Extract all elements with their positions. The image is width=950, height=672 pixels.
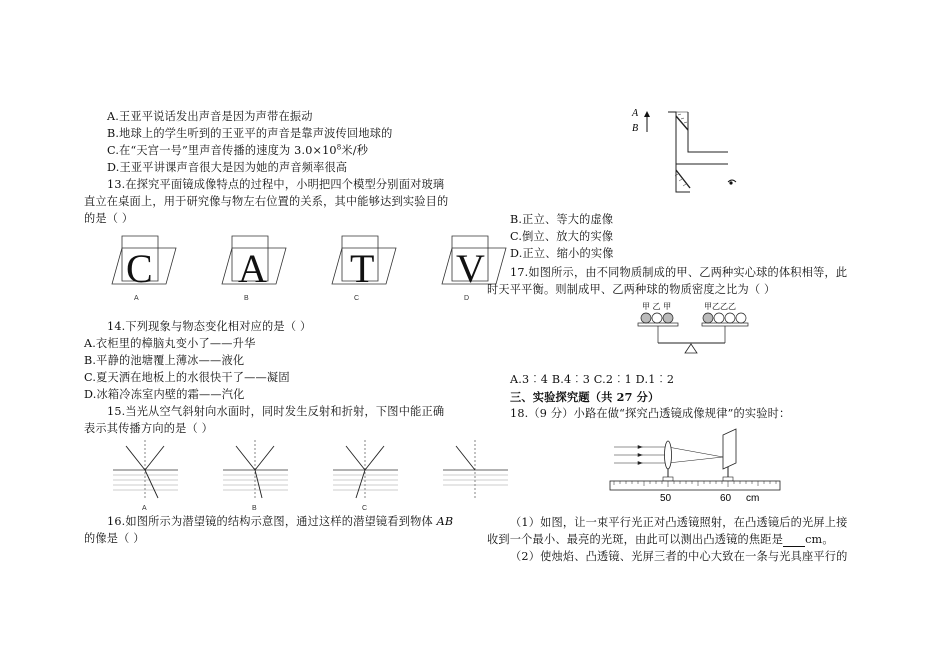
q13-stem-line-2: 直立在桌面上，用于研究像与物左右位置的关系，其中能够达到实验目的: [84, 195, 449, 208]
q13-letter-v: V: [456, 246, 485, 291]
q18-part1-line-2: [487, 533, 834, 547]
q17-left-labels: 甲 乙 甲: [642, 302, 672, 311]
q14-option-d: D.冰箱冷冻室内壁的霜——汽化: [84, 388, 245, 401]
q17-ball-jia-3: [703, 313, 713, 323]
q16-option-d: D.正立、缩小的实像: [510, 247, 614, 260]
eye-icon: [728, 180, 736, 185]
q16-arrow-head: [644, 111, 650, 117]
q18-unit-cm: cm: [746, 493, 760, 504]
q15-label-a: A: [142, 505, 147, 512]
q16-bottom-mirror: [676, 170, 690, 188]
q13-mirror-models: [108, 226, 488, 306]
q16-stem-line-1: [107, 515, 453, 529]
q17-right-labels: 甲乙乙乙: [704, 302, 736, 311]
q15-diagram-d: [443, 440, 508, 500]
q12-option-d: D.王亚平讲课声音很大是因为她的声音频率很高: [107, 161, 348, 174]
q18-stem: 18.（9 分）小路在做“探究凸透镜成像规律”的实验时：: [510, 407, 791, 420]
q15-stem-line-2: 表示其传播方向的是（ ）: [84, 422, 214, 435]
q16-label-b: B: [632, 123, 639, 134]
q18-optical-bench-figure: [608, 427, 784, 505]
q15-label-b: B: [252, 505, 257, 512]
q14-stem: 14.下列现象与物态变化相对应的是（ ）: [107, 320, 312, 333]
q13-figure: [108, 226, 485, 306]
q12-option-b: B.地球上的学生听到的王亚平的声音是靠声波传回地球的: [107, 127, 393, 140]
q16-top-mirror: [676, 116, 688, 130]
q17-ball-jia-2: [663, 313, 673, 323]
q17-right-pan: [702, 323, 748, 326]
q16-periscope-figure: [628, 104, 748, 199]
q13-model-a: [112, 236, 176, 302]
q13-letter-t: T: [350, 246, 375, 291]
q14-option-c: C.夏天洒在地板上的水很快干了——凝固: [84, 371, 290, 384]
q17-ball-jia-1: [641, 313, 651, 323]
q18-tick-50: 50: [660, 493, 672, 504]
q17-options: A.3︰4 B.4︰3 C.2︰1 D.1︰2: [510, 373, 675, 386]
q12-option-a: A.王亚平说话发出声音是因为声带在振动: [107, 110, 313, 123]
q16-stem-text: 16.如图所示为潜望镜的结构示意图，通过这样的潜望镜看到物体: [107, 515, 437, 528]
q18-ruler: [610, 481, 780, 490]
q15-diagram-c: [333, 440, 398, 512]
q12-option-c-unit: 米/秒: [341, 144, 369, 157]
q12-option-c-text: C.在“天宫一号”里声音传播的速度为 3.0×10: [107, 144, 337, 157]
q17-stem-line-2: 时天平平衡。则制成甲、乙两种球的物质密度之比为（ ）: [487, 283, 776, 296]
q12-option-c: [107, 144, 368, 158]
q17-balance-figure: [628, 301, 758, 361]
q13-stem-line-1: 13.在探究平面镜成像特点的过程中，小明把四个模型分别面对玻璃: [107, 178, 445, 191]
q18-part1-text: 收到一个最小、最亮的光斑，由此可以测出凸透镜的焦距是: [487, 533, 784, 546]
q12-option-c-exponent: 8: [336, 143, 342, 152]
q13-label-d: D: [464, 295, 470, 302]
section-3-heading: 三、实验探究题（共 27 分）: [510, 390, 660, 404]
q18-tick-60: 60: [720, 493, 732, 504]
q18-part1-unit: cm。: [805, 533, 834, 546]
q18-optical-bench-diagram: [608, 427, 784, 505]
q14-option-b: B.平静的池塘覆上薄冰——液化: [84, 354, 245, 367]
q16-periscope-diagram: [628, 104, 748, 199]
q13-model-b: [222, 236, 286, 302]
q17-balance-diagram: [628, 301, 758, 361]
q15-figure: [108, 440, 474, 512]
q13-letter-c: C: [126, 246, 153, 291]
q15-light-diagrams: [108, 440, 508, 512]
q16-label-a: A: [632, 108, 639, 119]
q15-stem-line-1: 15.当光从空气斜射向水面时，同时发生反射和折射，下图中能正确: [107, 405, 445, 418]
q16-option-b: B.正立、等大的虚像: [510, 213, 614, 226]
q15-label-c: C: [362, 505, 368, 512]
q15-diagram-b: [223, 440, 288, 512]
q13-label-b: B: [244, 295, 249, 302]
q18-part1-line-1: （1）如图，让一束平行光正对凸透镜照射，在凸透镜后的光屏上接: [510, 516, 848, 529]
q16-option-c: C.倒立、放大的实像: [510, 230, 614, 243]
q16-stem-line-2: 的像是（ ）: [84, 532, 145, 545]
q18-part2-line-1: （2）使烛焰、凸透镜、光屏三者的中心大致在一条与光具座平行的: [510, 550, 848, 563]
q13-model-c: [332, 236, 396, 302]
q17-stem-line-1: 17.如图所示，由不同物质制成的甲、乙两种实心球的体积相等，此: [510, 266, 848, 279]
q17-ball-yi-1: [652, 313, 662, 323]
q13-letter-a: A: [238, 246, 267, 291]
q13-stem-line-3: 的是（ ）: [84, 212, 134, 225]
q18-light-screen: [723, 429, 736, 469]
q17-ball-yi-3: [725, 313, 735, 323]
q17-left-pan: [638, 323, 678, 326]
q16-object-ab: AB: [436, 515, 454, 528]
q13-label-a: A: [134, 295, 139, 302]
q18-focal-length-blank[interactable]: [783, 536, 805, 547]
q14-option-a: A.衣柜里的樟脑丸变小了——升华: [84, 337, 256, 350]
q17-ball-yi-2: [714, 313, 724, 323]
q17-fulcrum: [685, 344, 697, 353]
q15-diagram-a: [113, 440, 178, 512]
q17-ball-yi-4: [736, 313, 746, 323]
q13-label-c: C: [354, 295, 360, 302]
q18-convex-lens: [665, 441, 672, 469]
